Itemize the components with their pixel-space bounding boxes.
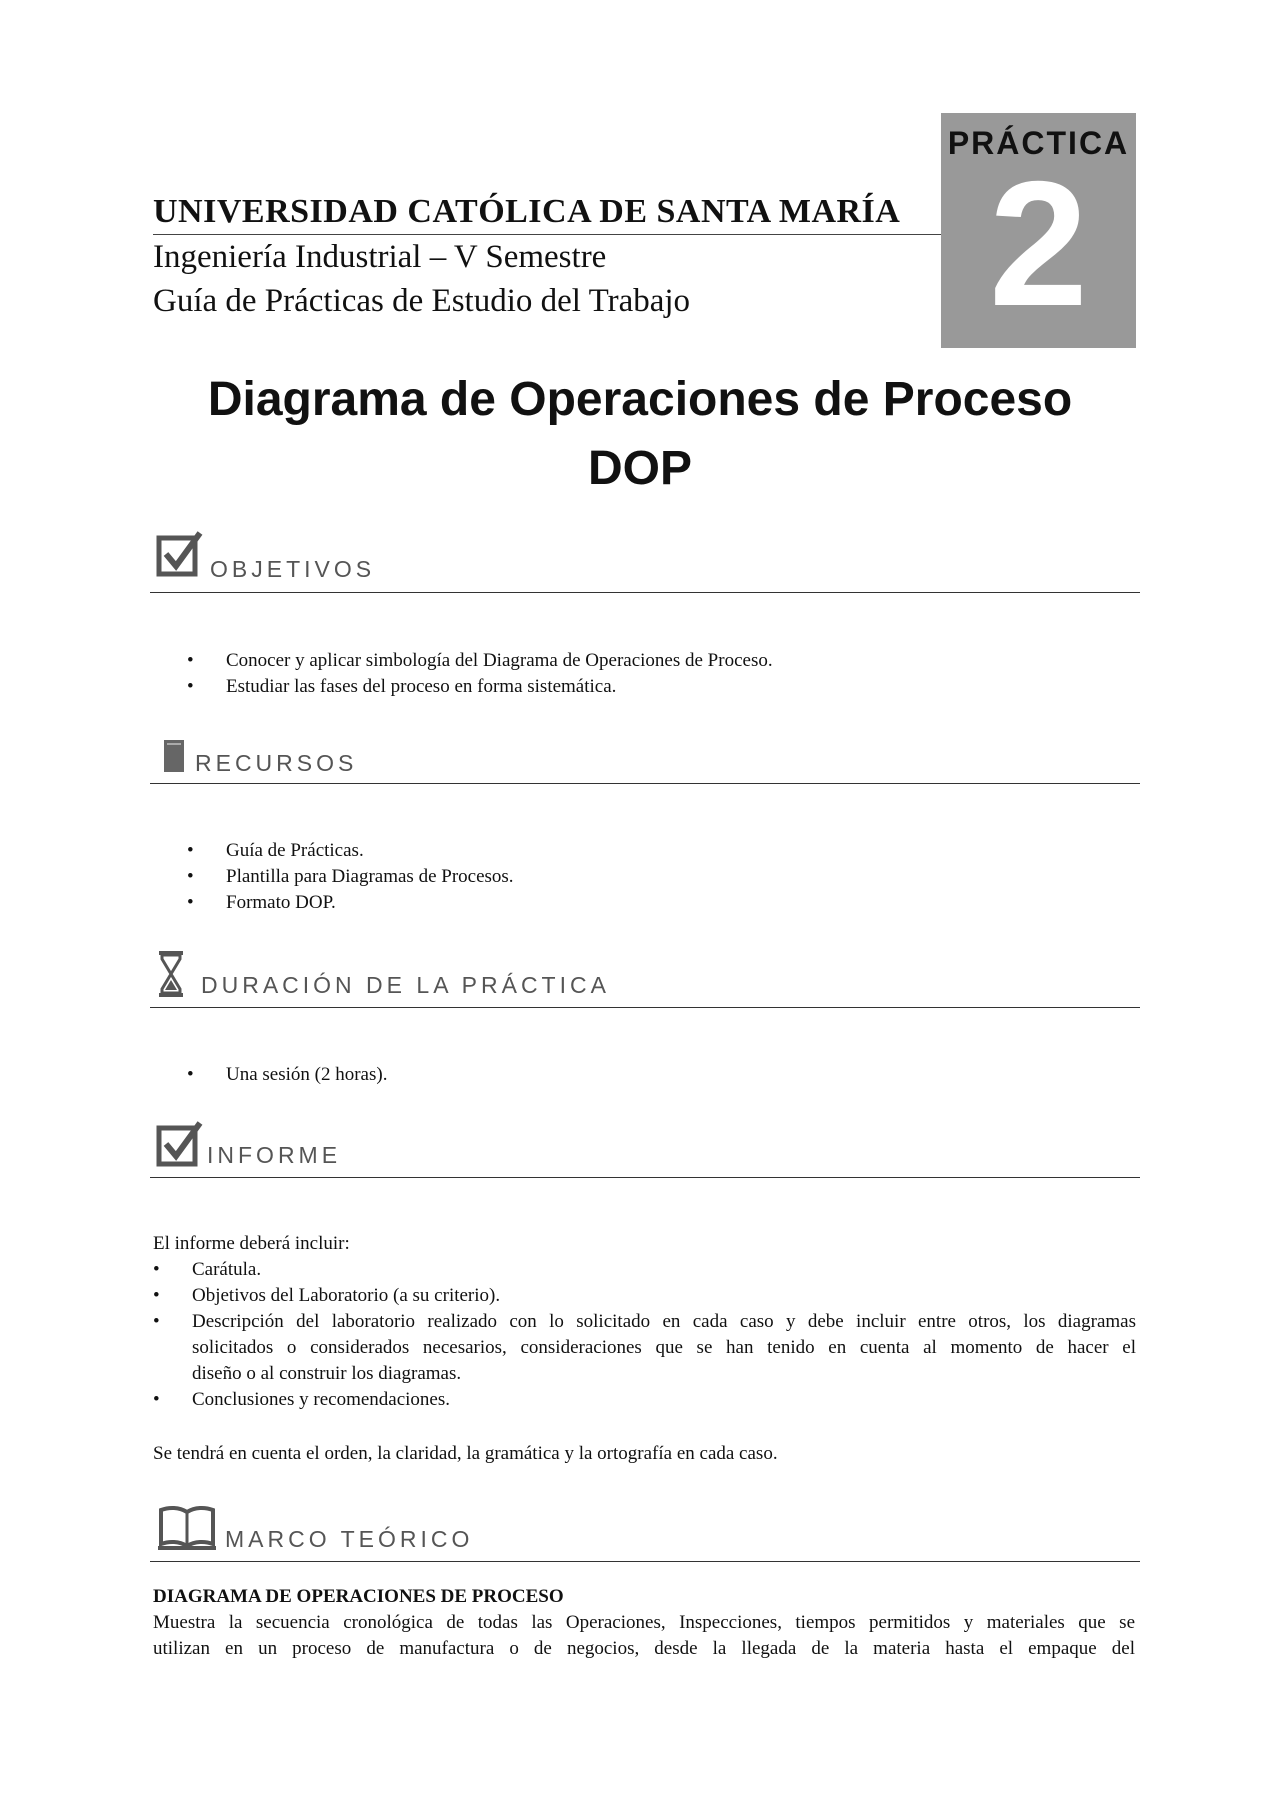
section-divider — [150, 1561, 1140, 1562]
list-item: • Conocer y aplicar simbología del Diagrama de Operaciones de Proceso. — [226, 648, 773, 674]
checkbox-icon — [156, 530, 204, 578]
list-item: • Objetivos del Laboratorio (a su criterio). — [192, 1283, 1136, 1309]
list-item: • Guía de Prácticas. — [226, 838, 514, 864]
list-item: • Conclusiones y recomendaciones. — [192, 1387, 1136, 1413]
section-informe — [150, 1118, 1140, 1178]
section-label: MARCO TEÓRICO — [225, 1526, 474, 1552]
informe-intro: El informe deberá incluir: — [153, 1233, 350, 1254]
section-divider — [150, 1007, 1140, 1008]
section-divider — [150, 592, 1140, 593]
badge-label: PRÁCTICA — [947, 125, 1130, 161]
objetivos-list — [226, 648, 773, 700]
practice-badge — [941, 113, 1136, 348]
book-spine-icon — [162, 739, 186, 773]
list-item: • Descripción del laboratorio realizado con lo solicitado en cada caso y debe incluir entre otros, los diagramas — [192, 1309, 1136, 1335]
document-subtitle: DOP — [587, 442, 692, 495]
list-item: • Formato DOP. — [226, 890, 514, 916]
section-duracion — [150, 948, 1140, 1008]
checkbox-icon — [156, 1120, 204, 1168]
section-divider — [150, 783, 1140, 784]
recursos-list — [226, 838, 514, 916]
header-divider — [153, 234, 941, 235]
section-recursos — [150, 737, 1140, 784]
list-item: • Una sesión (2 horas). — [226, 1062, 387, 1088]
section-divider — [150, 1177, 1140, 1178]
marco-line: Muestra la secuencia cronológica de todas las Operaciones, Inspecciones, tiempos permitidos y materiales que se — [153, 1612, 1135, 1633]
list-item: • Plantilla para Diagramas de Procesos. — [226, 864, 514, 890]
marco-line: utilizan en un proceso de manufactura o de negocios, desde la llegada de la materia hasta el empaque del — [153, 1638, 1135, 1659]
informe-list — [192, 1257, 1136, 1413]
guide-line: Guía de Prácticas de Estudio del Trabajo — [153, 283, 691, 319]
section-label: OBJETIVOS — [210, 556, 376, 582]
section-label: DURACIÓN DE LA PRÁCTICA — [201, 972, 610, 998]
hourglass-icon — [157, 950, 185, 998]
program-line: Ingeniería Industrial – V Semestre — [153, 239, 607, 275]
list-item: • Carátula. — [192, 1257, 1136, 1283]
university-name: UNIVERSIDAD CATÓLICA DE SANTA MARÍA — [153, 193, 901, 230]
section-marco — [150, 1502, 1140, 1562]
section-label: INFORME — [207, 1142, 342, 1168]
informe-note: Se tendrá en cuenta el orden, la claridad, la gramática y la ortografía en cada caso. — [153, 1443, 778, 1464]
section-objetivos — [150, 528, 1140, 593]
section-label: RECURSOS — [195, 750, 358, 776]
list-item: • Estudiar las fases del proceso en forma sistemática. — [226, 674, 773, 700]
open-book-icon — [157, 1504, 217, 1552]
list-item-continuation: solicitados o considerados necesarios, consideraciones que se han tenido en cuenta al momento de hacer el — [192, 1337, 1136, 1358]
list-item-continuation: diseño o al construir los diagramas. — [192, 1363, 462, 1384]
badge-number: 2 — [989, 144, 1088, 343]
duracion-list — [226, 1062, 387, 1088]
marco-heading: DIAGRAMA DE OPERACIONES DE PROCESO — [153, 1586, 564, 1607]
document-title: Diagrama de Operaciones de Proceso — [207, 373, 1073, 426]
